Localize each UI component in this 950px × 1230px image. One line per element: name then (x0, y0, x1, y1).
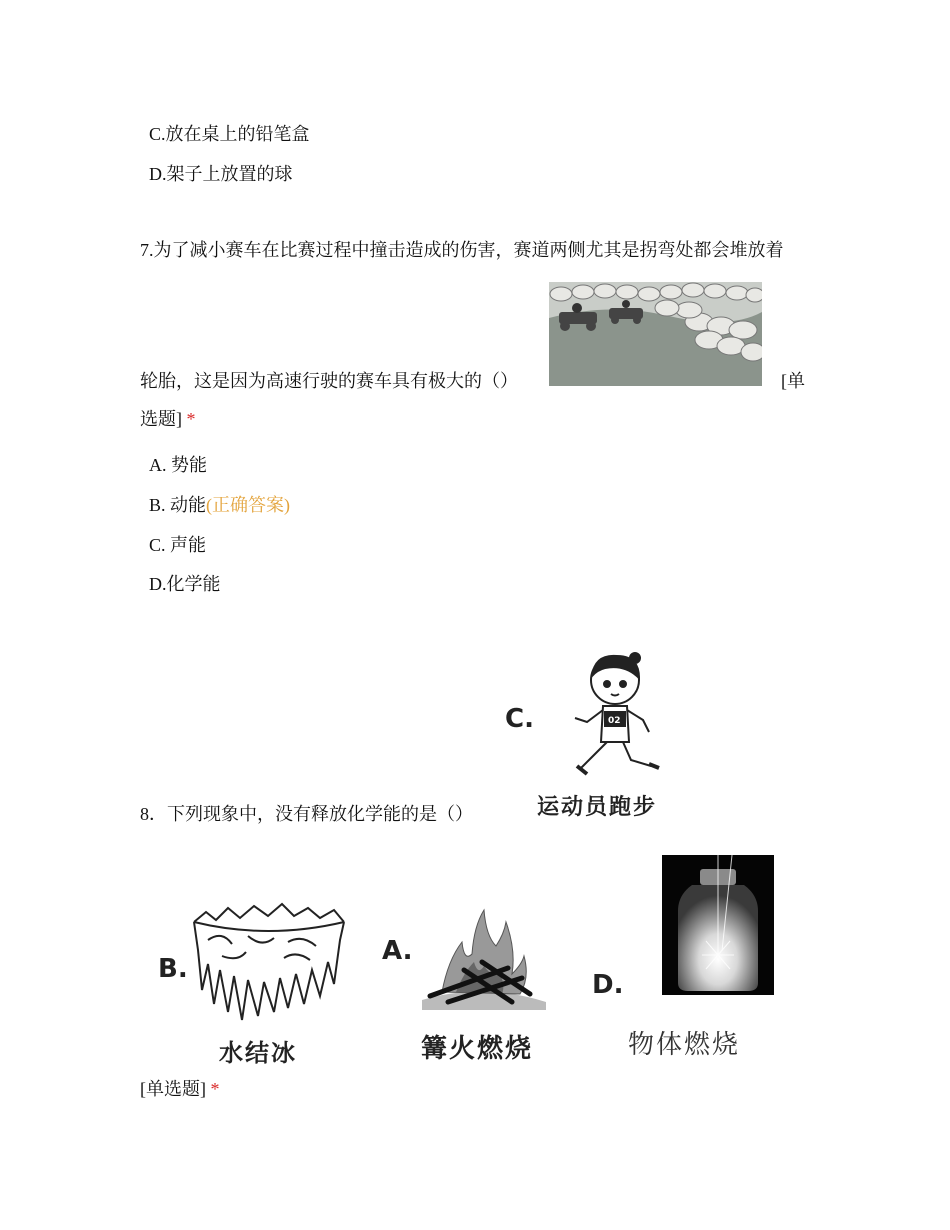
q6-option-c[interactable]: C.放在桌上的铅笔盒 (149, 124, 310, 144)
burning-in-jar-photo (662, 855, 774, 995)
q7-type-label-part2: 选题] (140, 409, 182, 429)
svg-text:02: 02 (608, 716, 621, 726)
q8-picture-c-letter: C. (505, 704, 534, 734)
q8-picture-a-letter: A. (382, 936, 413, 966)
q7-option-b[interactable] (149, 493, 290, 517)
q8-type-label: [单选题] (140, 1079, 206, 1099)
q8-picture-b-caption: 水结冰 (219, 1038, 297, 1067)
q8-required-mark: * (210, 1079, 220, 1099)
q7-option-c[interactable]: C. 声能 (149, 535, 207, 555)
q8-stem: 8．下列现象中，没有释放化学能的是（） (140, 804, 473, 824)
q7-stem-line1: 7.为了减小赛车在比赛过程中撞击造成的伤害，赛道两侧尤其是拐弯处都会堆放着 (140, 240, 784, 260)
q7-correct-answer-tag: (正确答案) (206, 495, 291, 515)
q7-type-label-part1: [单 (781, 371, 805, 391)
race-track-tires-photo (549, 282, 762, 386)
q8-picture-d-caption: 物体燃烧 (628, 1030, 741, 1060)
q7-stem-line2: 轮胎，这是因为高速行驶的赛车具有极大的（） (140, 371, 518, 391)
q7-option-b-label: B. 动能 (149, 495, 207, 515)
bonfire-illustration (412, 906, 552, 1010)
q8-type-label-line (140, 1077, 220, 1101)
q7-type-label-line2 (140, 407, 196, 431)
q7-required-mark: * (186, 409, 196, 429)
running-boy-illustration (565, 650, 665, 782)
ice-illustration (188, 900, 348, 1030)
q8-picture-d-letter: D. (592, 970, 624, 1000)
q8-picture-a-caption: 篝火燃烧 (421, 1034, 534, 1064)
q8-picture-b-letter: B. (158, 954, 188, 984)
q7-option-a[interactable]: A. 势能 (149, 455, 207, 475)
q7-option-d[interactable]: D.化学能 (149, 574, 221, 594)
q8-picture-c-caption: 运动员跑步 (537, 794, 658, 820)
q6-option-d[interactable]: D.架子上放置的球 (149, 164, 293, 184)
